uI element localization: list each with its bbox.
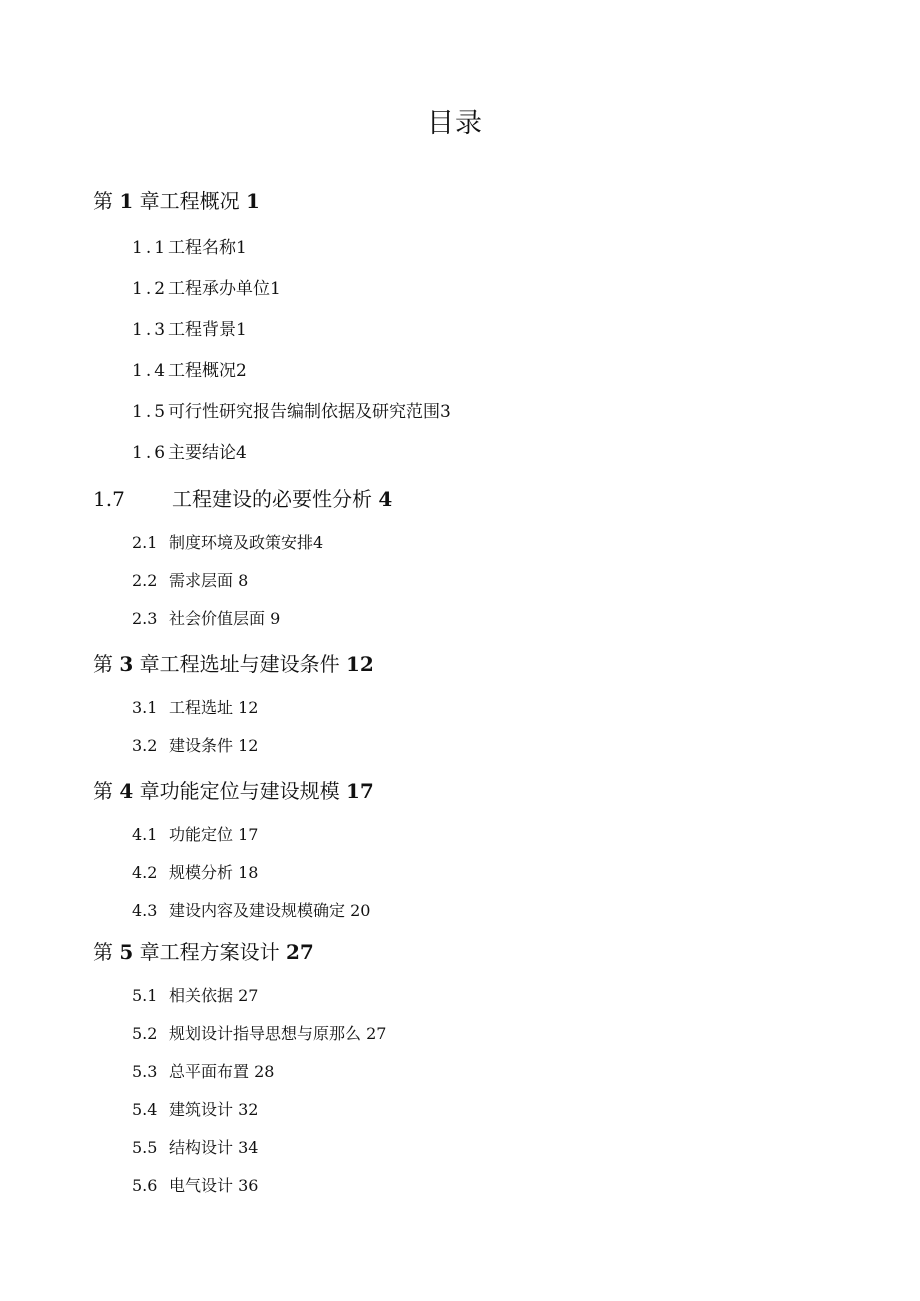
toc-page-number: 27 (238, 986, 259, 1005)
toc-item-title: 需求层面 (169, 571, 234, 590)
toc-chapter-title: 章工程方案设计 (133, 940, 286, 964)
toc-item-5-4[interactable] (132, 1099, 258, 1121)
toc-item-number: 2.2 (132, 571, 158, 590)
toc-item-title: 制度环境及政策安排 (169, 533, 314, 552)
toc-item-5-5[interactable] (132, 1137, 258, 1159)
toc-page-number: 28 (254, 1062, 275, 1081)
toc-chapter-prefix: 第 (93, 652, 120, 676)
toc-page-number: 4 (236, 443, 247, 463)
toc-chapter-5[interactable] (93, 939, 314, 965)
toc-item-number: 1.2 (132, 279, 169, 299)
toc-item-number: 3.1 (132, 698, 158, 717)
toc-item-title: 规模分析 (169, 863, 234, 882)
toc-item-5-6[interactable] (132, 1175, 258, 1197)
toc-page-number: 34 (238, 1138, 259, 1157)
toc-item-4-1[interactable] (132, 824, 258, 846)
toc-item-5-3[interactable] (132, 1061, 274, 1083)
toc-item-2-1[interactable] (132, 532, 323, 554)
toc-item-number: 5.3 (132, 1062, 158, 1081)
toc-item-title: 工程承办单位 (168, 279, 271, 299)
toc-chapter-3[interactable] (93, 651, 374, 677)
toc-chapter-number: 3 (119, 652, 134, 676)
toc-item-5-1[interactable] (132, 985, 258, 1007)
toc-page-number: 4 (378, 487, 393, 511)
toc-page-number: 12 (238, 698, 259, 717)
toc-item-title: 工程概况 (168, 361, 237, 381)
toc-item-title: 建筑设计 (169, 1100, 234, 1119)
toc-item-1-3[interactable] (132, 318, 247, 342)
toc-item-number: 5.5 (132, 1138, 158, 1157)
toc-chapter-number: 1.7 (93, 487, 125, 511)
toc-item-number: 3.2 (132, 736, 158, 755)
toc-item-number: 1.5 (132, 402, 169, 422)
toc-page-number: 4 (313, 533, 324, 552)
toc-page-number: 3 (440, 402, 451, 422)
toc-item-number: 5.2 (132, 1024, 158, 1043)
toc-item-number: 5.4 (132, 1100, 158, 1119)
toc-item-title: 相关依据 (169, 986, 234, 1005)
toc-item-5-2[interactable] (132, 1023, 386, 1045)
toc-item-title: 规划设计指导思想与原那么 (169, 1024, 362, 1043)
toc-item-title: 工程背景 (168, 320, 237, 340)
toc-chapter-title: 章工程选址与建设条件 (133, 652, 346, 676)
toc-page-number: 20 (350, 901, 371, 920)
toc-chapter-title: 章工程概况 (133, 189, 246, 213)
toc-page-number: 36 (238, 1176, 259, 1195)
toc-item-1-1[interactable] (132, 236, 247, 260)
toc-item-title: 可行性研究报告编制依据及研究范围 (168, 402, 441, 422)
toc-page-number: 18 (238, 863, 259, 882)
toc-item-number: 1.4 (132, 361, 169, 381)
toc-page-number: 2 (236, 361, 247, 381)
toc-page-number: 1 (236, 238, 247, 258)
toc-item-2-2[interactable] (132, 570, 248, 592)
toc-item-4-2[interactable] (132, 862, 258, 884)
toc-item-title: 功能定位 (169, 825, 234, 844)
toc-item-title: 总平面布置 (169, 1062, 250, 1081)
toc-item-title: 建设内容及建设规模确定 (169, 901, 346, 920)
toc-item-3-2[interactable] (132, 735, 258, 757)
toc-item-4-3[interactable] (132, 900, 370, 922)
toc-page-number: 8 (238, 571, 249, 590)
toc-chapter-1[interactable] (93, 188, 260, 214)
toc-item-number: 2.1 (132, 533, 158, 552)
toc-item-title: 结构设计 (169, 1138, 234, 1157)
toc-page-number: 27 (366, 1024, 387, 1043)
toc-item-3-1[interactable] (132, 697, 258, 719)
toc-item-number: 1.3 (132, 320, 169, 340)
toc-item-1-5[interactable] (132, 400, 451, 424)
toc-chapter-prefix: 第 (93, 189, 120, 213)
toc-item-number: 5.6 (132, 1176, 158, 1195)
toc-page-number: 12 (346, 652, 374, 676)
toc-page-number: 27 (286, 940, 314, 964)
toc-item-1-6[interactable] (132, 441, 247, 465)
toc-item-number: 1.1 (132, 238, 169, 258)
page-title: 目录 (427, 108, 483, 139)
toc-item-number: 1.6 (132, 443, 169, 463)
toc-page-number: 12 (238, 736, 259, 755)
toc-chapter-prefix: 第 (93, 940, 120, 964)
toc-chapter-number: 1 (119, 189, 134, 213)
toc-item-title: 主要结论 (168, 443, 237, 463)
toc-page-number: 1 (246, 189, 260, 213)
toc-item-1-4[interactable] (132, 359, 247, 383)
toc-item-title: 工程选址 (169, 698, 234, 717)
toc-chapter-4[interactable] (93, 778, 374, 804)
toc-page-number: 32 (238, 1100, 259, 1119)
toc-item-title: 社会价值层面 (169, 609, 266, 628)
toc-item-number: 4.1 (132, 825, 158, 844)
toc-chapter-number: 4 (119, 779, 134, 803)
toc-page-number: 9 (270, 609, 281, 628)
toc-chapter-prefix: 第 (93, 779, 120, 803)
toc-page-number: 17 (346, 779, 374, 803)
toc-chapter-1-7[interactable] (93, 486, 392, 512)
toc-item-1-2[interactable] (132, 277, 281, 301)
toc-page-number: 1 (236, 320, 247, 340)
toc-chapter-title: 工程建设的必要性分析 (172, 487, 372, 511)
toc-chapter-title: 章功能定位与建设规模 (133, 779, 346, 803)
toc-item-title: 建设条件 (169, 736, 234, 755)
toc-item-title: 电气设计 (169, 1176, 234, 1195)
toc-page-number: 1 (270, 279, 281, 299)
toc-item-number: 5.1 (132, 986, 158, 1005)
toc-item-2-3[interactable] (132, 608, 280, 630)
toc-item-number: 4.3 (132, 901, 158, 920)
toc-chapter-number: 5 (119, 940, 134, 964)
toc-item-number: 2.3 (132, 609, 158, 628)
toc-page-number: 17 (238, 825, 259, 844)
toc-item-number: 4.2 (132, 863, 158, 882)
toc-item-title: 工程名称 (168, 238, 237, 258)
